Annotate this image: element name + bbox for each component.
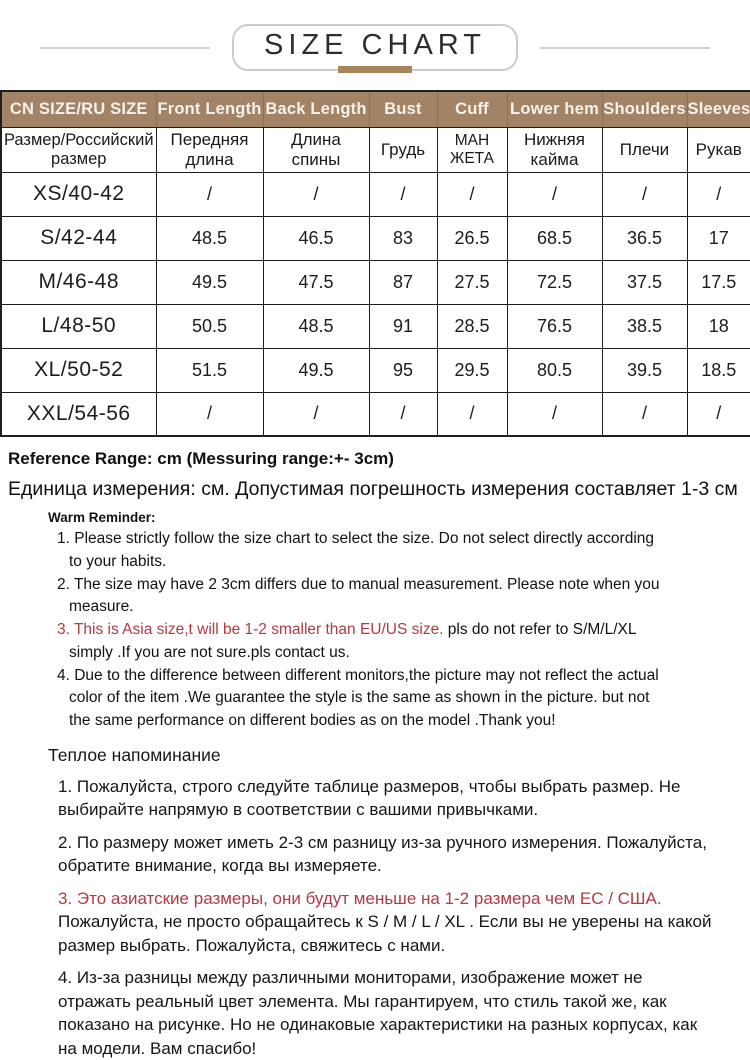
cell-value: 51.5 bbox=[156, 348, 263, 392]
cell-value: 72.5 bbox=[507, 260, 602, 304]
ru-reminder-item-3-red: 3. Это азиатские размеры, они будут меньше на 1-2 размера чем ЕС / США. bbox=[58, 888, 662, 908]
cell-value: / bbox=[437, 172, 507, 216]
cell-value: 95 bbox=[369, 348, 437, 392]
cell-value: / bbox=[437, 392, 507, 436]
cell-value: 83 bbox=[369, 216, 437, 260]
size-label: XL/50-52 bbox=[1, 348, 156, 392]
warm-reminder-title: Warm Reminder: bbox=[48, 510, 156, 525]
cell-value: 27.5 bbox=[437, 260, 507, 304]
table-row-s bbox=[1, 216, 750, 260]
col-header-front-length: Front Length bbox=[156, 91, 263, 127]
cell-value: / bbox=[507, 392, 602, 436]
cell-value: / bbox=[369, 392, 437, 436]
cell-value: / bbox=[507, 172, 602, 216]
cell-value: 36.5 bbox=[602, 216, 687, 260]
cell-value: 17.5 bbox=[687, 260, 750, 304]
cell-value: 37.5 bbox=[602, 260, 687, 304]
cell-value: 17 bbox=[687, 216, 750, 260]
ru-reminder-item-1: 1. Пожалуйста, строго следуйте таблице размеров, чтобы выбрать размер. Не выбирайте напрямую в соответствии с вашими привычками. bbox=[58, 777, 681, 820]
cell-value: 29.5 bbox=[437, 348, 507, 392]
size-label: XS/40-42 bbox=[1, 172, 156, 216]
cell-value: 49.5 bbox=[156, 260, 263, 304]
size-table bbox=[0, 90, 750, 437]
en-reminder-item-4: 4. Due to the difference between different monitors,the picture may not reflect the actual color of the item .We guarantee the style is the same as shown in the picture. but not the same performance on different bodies as on the model .Thank you! bbox=[57, 666, 659, 730]
reference-range-en: Reference Range: cm (Messuring range:+- 3cm) bbox=[8, 449, 394, 468]
cell-value: / bbox=[687, 392, 750, 436]
col-header-size: CN SIZE/RU SIZE bbox=[1, 91, 156, 127]
cell-value: 18.5 bbox=[687, 348, 750, 392]
ru-reminder-item-2: 2. По размеру может иметь 2-3 см разницу из-за ручного измерения. Пожалуйста, обратите внимание, когда вы измеряете. bbox=[58, 832, 707, 876]
table-header-row-en bbox=[1, 91, 750, 127]
col-header-sleeves: Sleeves bbox=[687, 91, 750, 127]
cell-value: 91 bbox=[369, 304, 437, 348]
cell-value: / bbox=[687, 172, 750, 216]
col-header-bust: Bust bbox=[369, 91, 437, 127]
title-left-line bbox=[40, 47, 210, 49]
reference-range-ru: Единица измерения: см. Допустимая погрешность измерения составляет 1-3 см bbox=[8, 478, 738, 500]
cell-value: 38.5 bbox=[602, 304, 687, 348]
title-underline-bar bbox=[338, 66, 412, 73]
col-header-cuff: Cuff bbox=[437, 91, 507, 127]
cell-value: 47.5 bbox=[263, 260, 369, 304]
cell-value: 48.5 bbox=[263, 304, 369, 348]
cell-value: / bbox=[263, 392, 369, 436]
page-title: SIZE CHART bbox=[264, 29, 486, 61]
col-header-ru-lower-hem: Нижняя кайма bbox=[507, 127, 602, 172]
en-reminder-item-2: 2. The size may have 2 3cm differs due to manual measurement. Please note when you measure. bbox=[57, 575, 660, 616]
cell-value: / bbox=[602, 172, 687, 216]
col-header-back-length: Back Length bbox=[263, 91, 369, 127]
warm-reminder-list-ru bbox=[58, 775, 714, 1060]
title-banner bbox=[0, 0, 750, 71]
size-label: L/48-50 bbox=[1, 304, 156, 348]
cell-value: 87 bbox=[369, 260, 437, 304]
cell-value: 49.5 bbox=[263, 348, 369, 392]
ru-reminder-title: Теплое напоминание bbox=[48, 745, 221, 766]
cell-value: 28.5 bbox=[437, 304, 507, 348]
table-row-m bbox=[1, 260, 750, 304]
table-row-xxl bbox=[1, 392, 750, 436]
warm-reminder-list-en bbox=[57, 528, 663, 733]
cell-value: 26.5 bbox=[437, 216, 507, 260]
en-reminder-item-3-rest: pls do not refer to S/M/L/XL simply .If you are not sure.pls contact us. bbox=[69, 621, 636, 661]
col-header-ru-back-length: Длина спины bbox=[263, 127, 369, 172]
cell-value: / bbox=[369, 172, 437, 216]
col-header-ru-cuff: МАН ЖЕТА bbox=[437, 127, 507, 172]
size-label: M/46-48 bbox=[1, 260, 156, 304]
table-row-xs bbox=[1, 172, 750, 216]
cell-value: 48.5 bbox=[156, 216, 263, 260]
table-row-l bbox=[1, 304, 750, 348]
ru-reminder-item-4: 4. Из-за разницы между различными мониторами, изображение может не отражать реальный цвет элемента. Мы гарантируем, что стиль такой же, как показано на рисунке. Но не одинаковые характеристики на разных корпусах, как на модели. Вам спасибо! bbox=[58, 968, 698, 1058]
table-row-xl bbox=[1, 348, 750, 392]
col-header-ru-sleeves: Рукав bbox=[687, 127, 750, 172]
cell-value: 46.5 bbox=[263, 216, 369, 260]
title-box bbox=[232, 24, 518, 71]
size-label: S/42-44 bbox=[1, 216, 156, 260]
cell-value: / bbox=[156, 172, 263, 216]
cell-value: 80.5 bbox=[507, 348, 602, 392]
ru-reminder-item-3-rest: Пожалуйста, не просто обращайтесь к S / M / L / XL . Если вы не уверены на какой размер выбрать. Пожалуйста, свяжитесь с нами. bbox=[58, 912, 712, 955]
col-header-shoulders: Shoulders bbox=[602, 91, 687, 127]
title-right-line bbox=[540, 47, 710, 49]
en-reminder-item-1: 1. Please strictly follow the size chart to select the size. Do not select directly according to your habits. bbox=[57, 530, 655, 570]
col-header-ru-front-length: Передняя длина bbox=[156, 127, 263, 172]
en-reminder-item-3-red: 3. This is Asia size,t will be 1-2 smaller than EU/US size. bbox=[57, 621, 444, 639]
table-header-row-ru bbox=[1, 127, 750, 172]
col-header-lower-hem: Lower hem bbox=[507, 91, 602, 127]
cell-value: 68.5 bbox=[507, 216, 602, 260]
en-reminder-item-3 bbox=[57, 619, 663, 665]
size-label: XXL/54-56 bbox=[1, 392, 156, 436]
cell-value: 76.5 bbox=[507, 304, 602, 348]
cell-value: / bbox=[263, 172, 369, 216]
ru-reminder-item-3 bbox=[58, 887, 714, 957]
cell-value: 18 bbox=[687, 304, 750, 348]
col-header-ru-shoulders: Плечи bbox=[602, 127, 687, 172]
cell-value: 50.5 bbox=[156, 304, 263, 348]
cell-value: 39.5 bbox=[602, 348, 687, 392]
col-header-ru-size: Размер/Российский размер bbox=[1, 127, 156, 172]
col-header-ru-bust: Грудь bbox=[369, 127, 437, 172]
cell-value: / bbox=[156, 392, 263, 436]
cell-value: / bbox=[602, 392, 687, 436]
